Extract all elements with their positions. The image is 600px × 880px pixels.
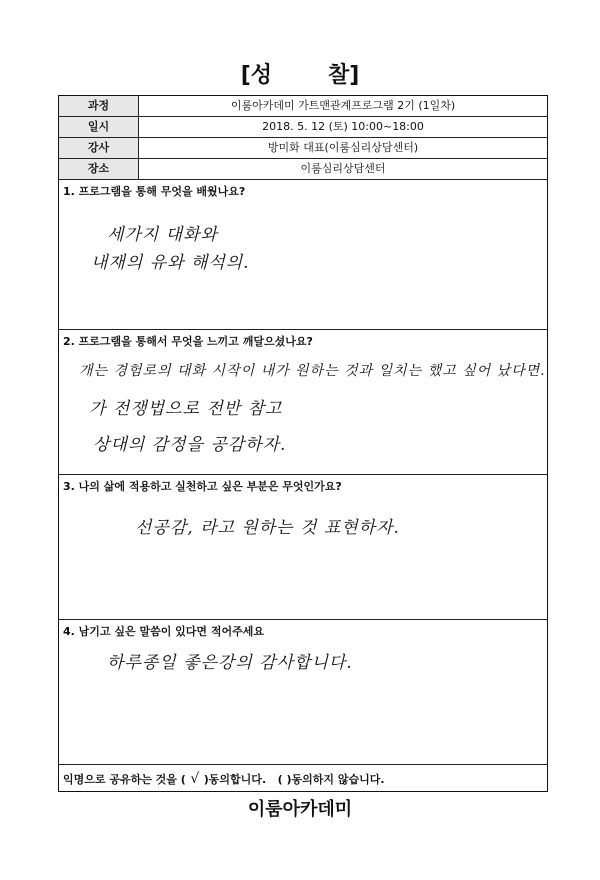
handwritten-answer: 세가지 대화와: [107, 225, 218, 245]
consent-disagree: 동의하지 않습니다.: [291, 773, 385, 786]
question-section-3: [59, 475, 547, 620]
consent-line: [63, 771, 385, 787]
info-row-course: [59, 96, 547, 117]
info-value: 2018. 5. 12 (토) 10:00~18:00: [262, 120, 424, 133]
handwritten-answer: 하루종일 좋은강의 감사합니다.: [107, 653, 353, 673]
handwritten-answer: 선공감, 라고 원하는 것 표현하자.: [135, 518, 400, 538]
title-left: [성: [240, 63, 272, 88]
info-value: 이룸아카데미 가트맨관계프로그램 2기 (1일차): [230, 99, 456, 112]
info-label: 장소: [59, 159, 139, 179]
handwritten-answer: 내재의 유와 해석의.: [91, 253, 250, 273]
info-label: 강사: [59, 138, 139, 158]
question-text: 4. 남기고 싶은 말씀이 있다면 적어주세요: [63, 625, 264, 638]
info-row-instructor: [59, 138, 547, 159]
question-section-4: [59, 620, 547, 765]
question-text: 1. 프로그램을 통해 무엇을 배웠나요?: [63, 185, 246, 198]
consent-agree: )동의합니다.: [203, 773, 267, 786]
handwritten-answer: 가 전쟁법으로 전반 참고: [89, 399, 283, 419]
check-mark-icon[interactable]: √: [190, 771, 200, 787]
question-text: 2. 프로그램을 통해서 무엇을 느끼고 깨달으셨나요?: [63, 335, 313, 348]
info-row-date: [59, 117, 547, 138]
info-label: 일시: [59, 117, 139, 137]
handwritten-answer: 개는 경험로의 대화 시작이 내가 원하는 것과 일치는 했고 싶어 났다면.: [79, 363, 546, 379]
info-row-place: [59, 159, 547, 180]
consent-prefix: 익명으로 공유하는 것을 (: [63, 773, 186, 786]
footer-brand: 이룸아카데미: [247, 799, 353, 820]
info-value: 방미화 대표(이룸심리상담센터): [267, 141, 419, 154]
form-title: [0, 58, 600, 89]
consent-disagree-box[interactable]: ( ): [277, 773, 292, 786]
info-value: 이룸심리상담센터: [300, 162, 386, 175]
title-right: 찰]: [328, 63, 360, 88]
info-label: 과정: [59, 96, 139, 116]
reflection-form: [58, 95, 548, 792]
question-section-1: [59, 180, 547, 330]
handwritten-answer: 상대의 감정을 공감하자.: [93, 435, 287, 455]
question-section-2: [59, 330, 547, 475]
question-text: 3. 나의 삶에 적용하고 실천하고 싶은 부분은 무엇인가요?: [63, 480, 342, 493]
